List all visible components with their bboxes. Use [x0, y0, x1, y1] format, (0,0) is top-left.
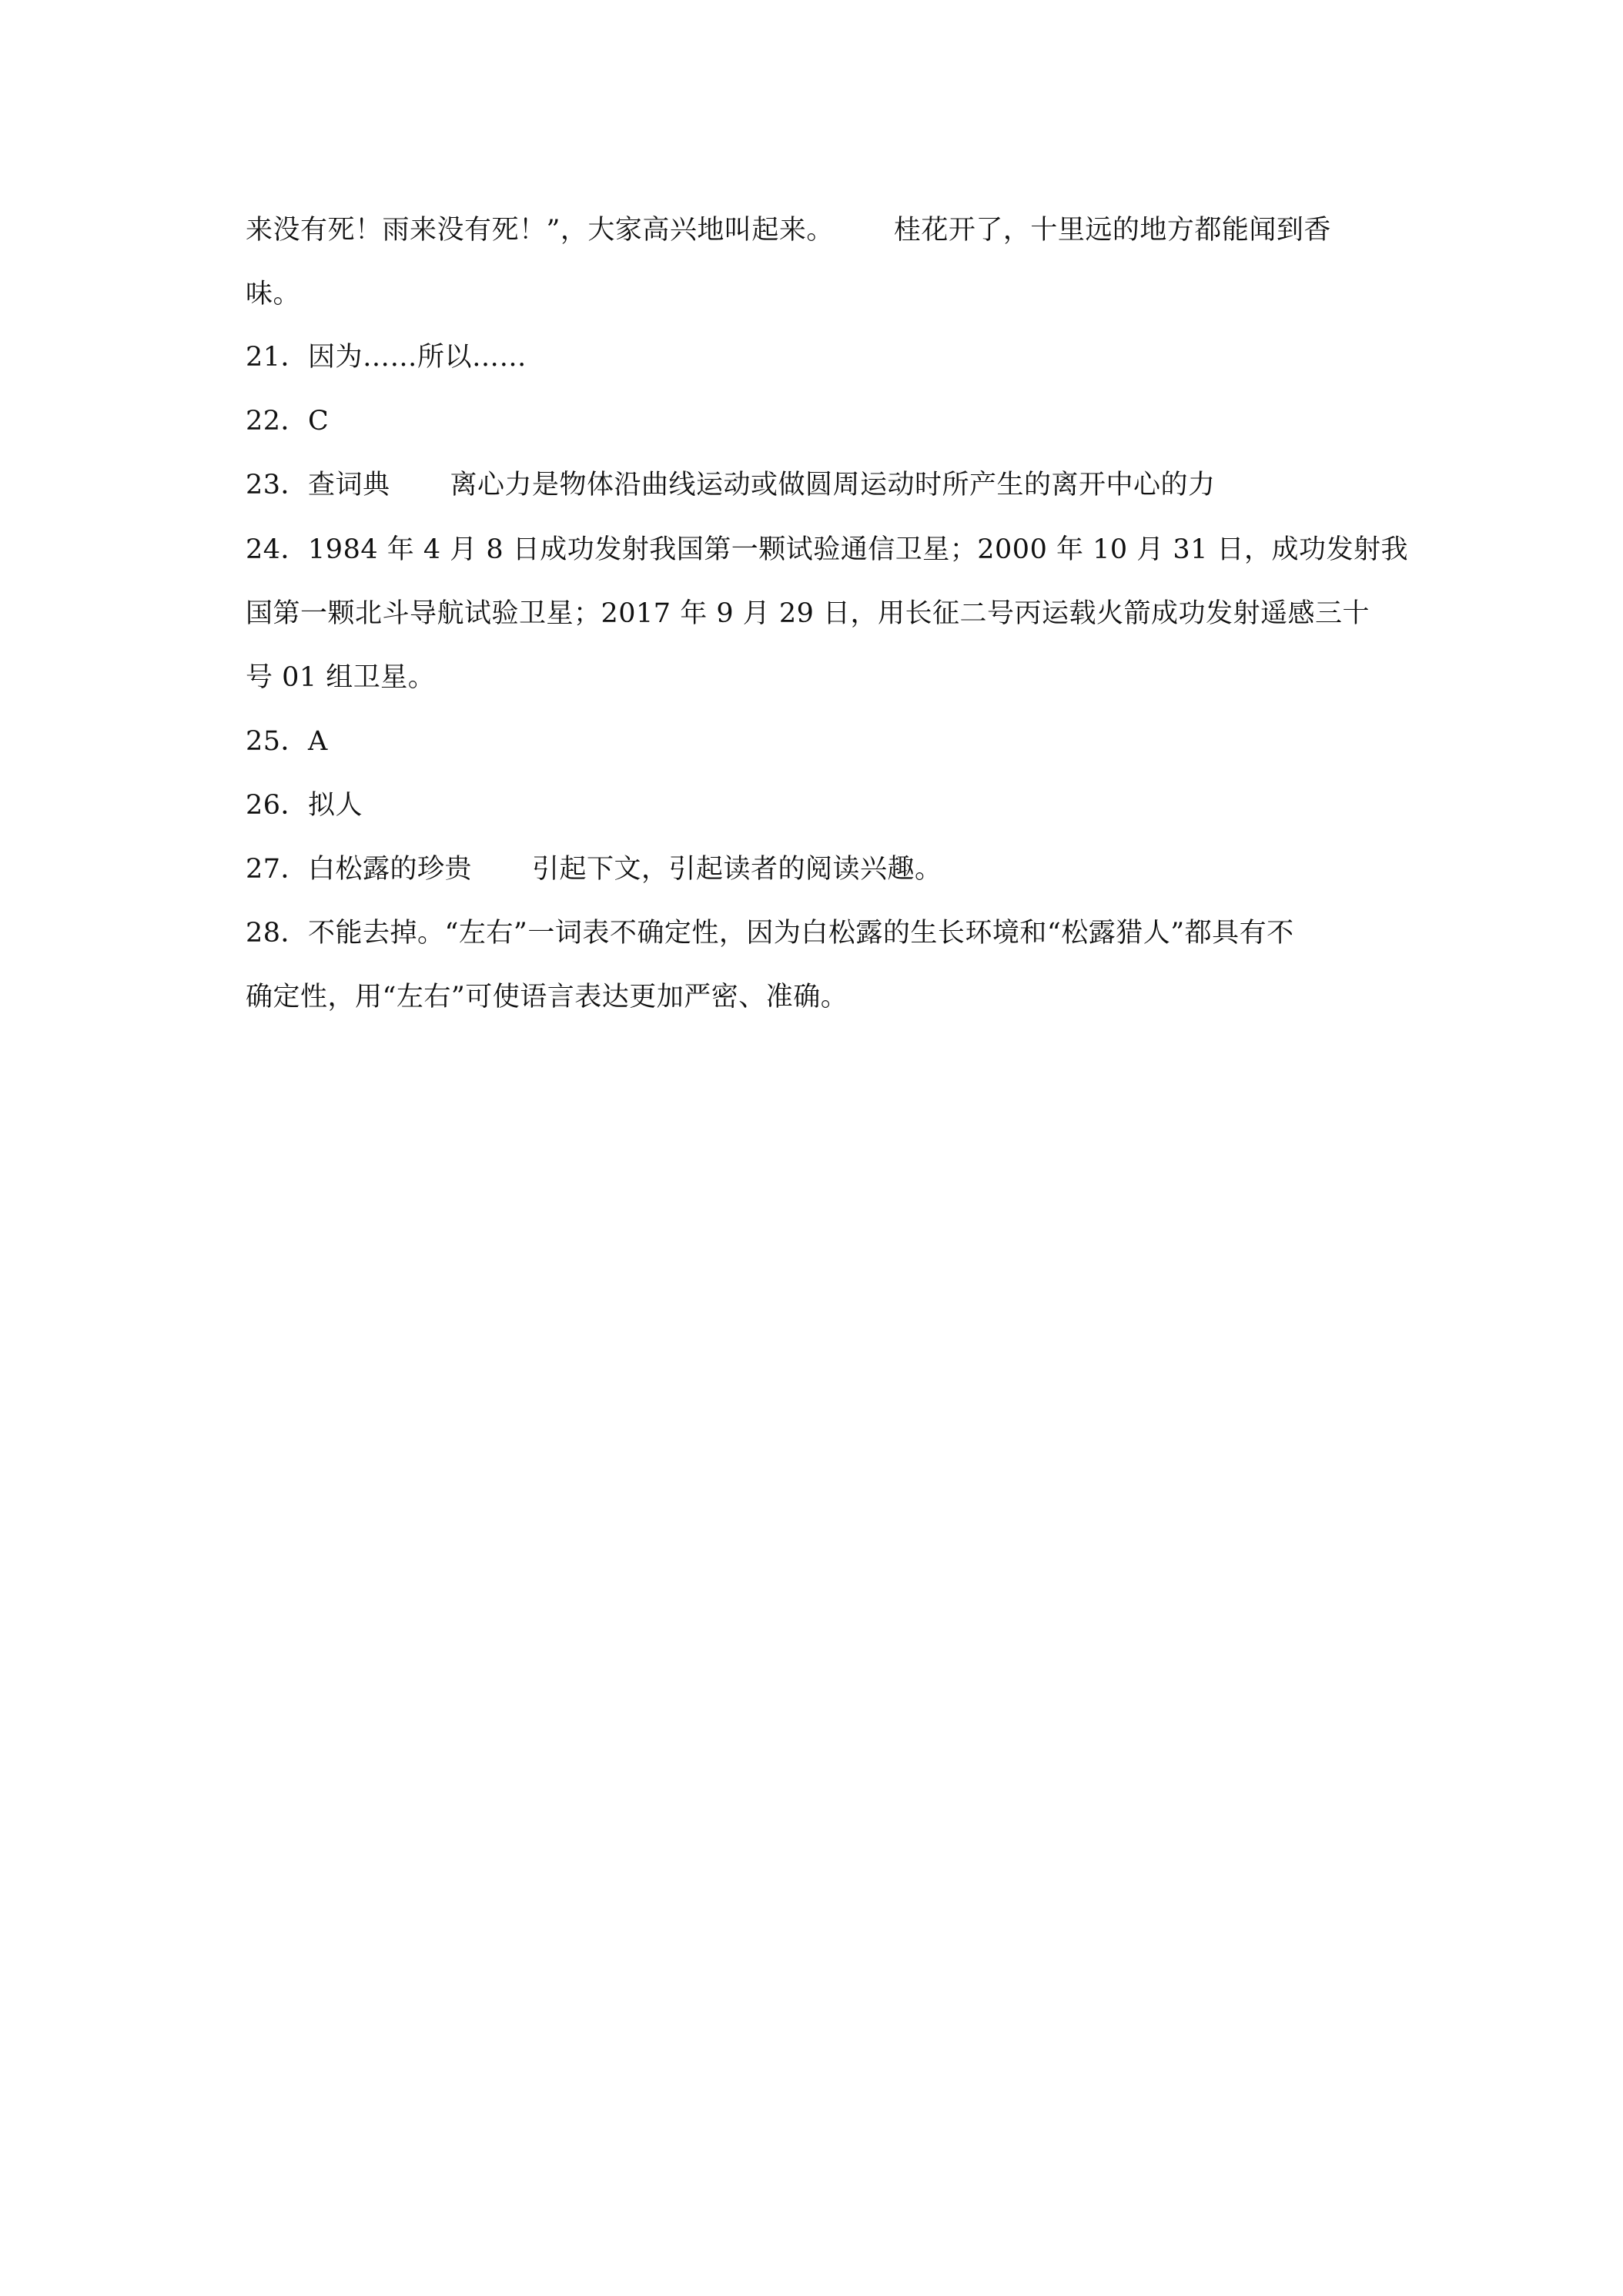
- answer-24-line-2: 国第一颗北斗导航试验卫星；2017 年 9 月 29 日，用长征二号丙运载火箭成功发射遥感三十: [246, 598, 1370, 629]
- answer-23: [246, 469, 1216, 501]
- answer-23-definition: 离心力是物体沿曲线运动或做圆周运动时所产生的离开中心的力: [450, 470, 1216, 500]
- answer-27-subject: 27．白松露的珍贵: [246, 854, 473, 885]
- continuation-text-b: 桂花开了，十里远的地方都能闻到香: [893, 215, 1331, 246]
- continuation-line-1: [246, 214, 1331, 246]
- continuation-text-a: 来没有死！雨来没有死！”，大家高兴地叫起来。: [246, 215, 834, 246]
- continuation-line-2: 味。: [246, 279, 301, 310]
- answer-28-line-2: 确定性，用“左右”可使语言表达更加严密、准确。: [246, 982, 848, 1012]
- answer-28-line-1: 28．不能去掉。“左右”一词表不确定性，因为白松露的生长环境和“松露猎人”都具有不: [246, 918, 1294, 949]
- answer-27-function: 引起下文，引起读者的阅读兴趣。: [532, 854, 942, 885]
- answer-21: 21．因为……所以……: [246, 342, 527, 373]
- answer-24-line-3: 号 01 组卫星。: [246, 662, 436, 693]
- answer-24-line-1: 24．1984 年 4 月 8 日成功发射我国第一颗试验通信卫星；2000 年 10 月 31 日，成功发射我: [246, 534, 1409, 565]
- answer-23-method: 23．查词典: [246, 470, 390, 500]
- answer-27: [246, 853, 942, 885]
- answer-26: 26．拟人: [246, 790, 363, 821]
- answer-25: 25．A: [246, 726, 328, 757]
- answer-22: 22．C: [246, 406, 330, 437]
